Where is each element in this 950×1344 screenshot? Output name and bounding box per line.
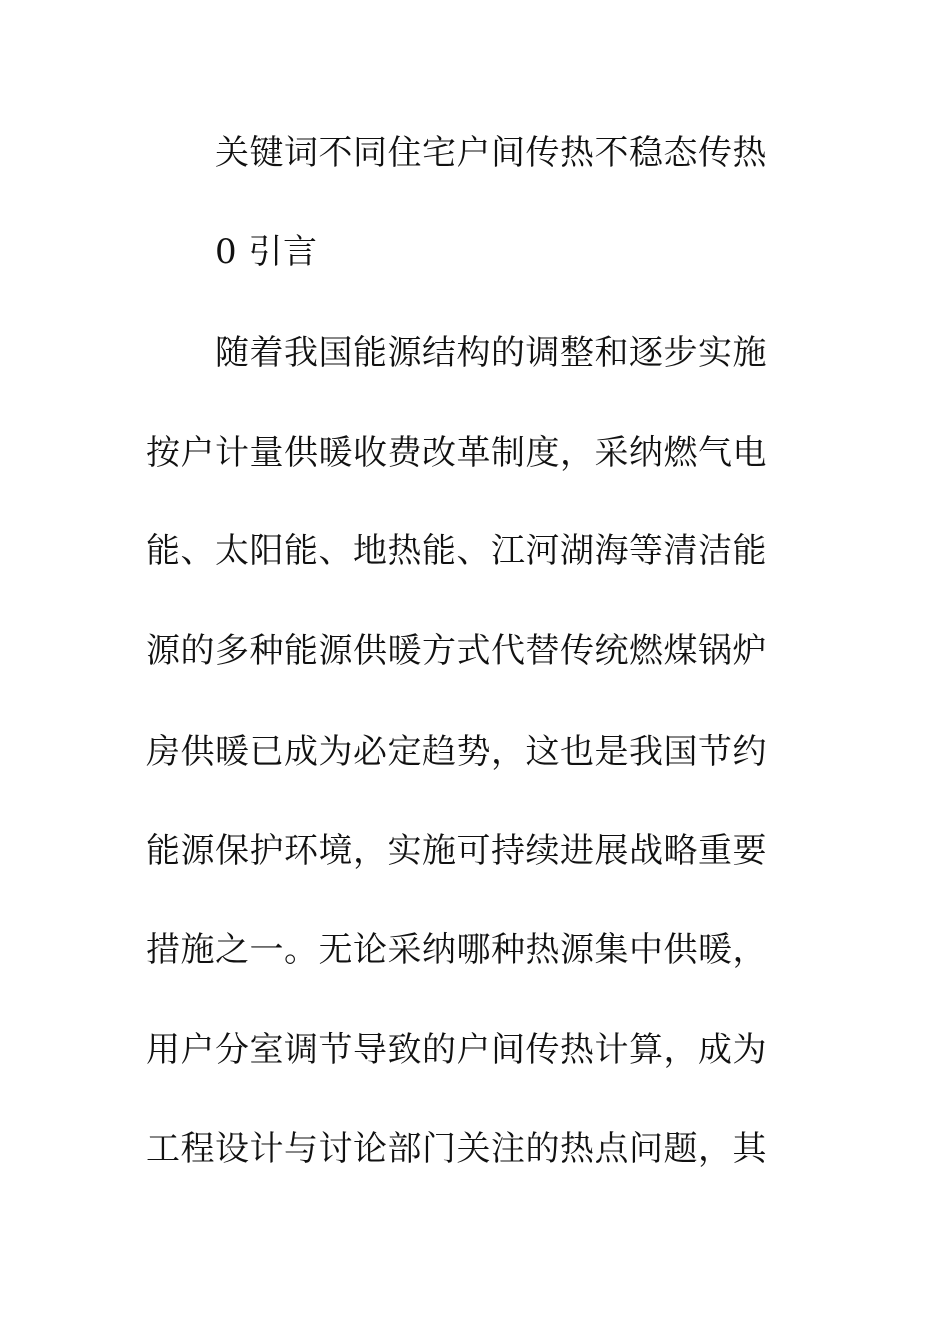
paragraph-line: 能源保护环境，实施可持续进展战略重要	[146, 831, 767, 871]
paragraph-line: 用户分室调节导致的户间传热计算，成为	[146, 1030, 767, 1070]
paragraph-line: 工程设计与讨论部门关注的热点问题，其	[146, 1129, 767, 1169]
paragraph-line: 随着我国能源结构的调整和逐步实施	[215, 333, 767, 373]
keywords-line: 关键词不同住宅户间传热不稳态传热	[215, 133, 767, 173]
paragraph-line: 房供暖已成为必定趋势，这也是我国节约	[146, 732, 767, 772]
paragraph-line: 按户计量供暖收费改革制度，采纳燃气电	[146, 433, 767, 473]
paragraph-line: 措施之一。无论采纳哪种热源集中供暖，	[146, 930, 767, 970]
paragraph-line: 能、太阳能、地热能、江河湖海等清洁能	[146, 531, 767, 571]
section-heading: 0 引言	[215, 232, 318, 272]
paragraph-line: 源的多种能源供暖方式代替传统燃煤锅炉	[146, 631, 767, 671]
